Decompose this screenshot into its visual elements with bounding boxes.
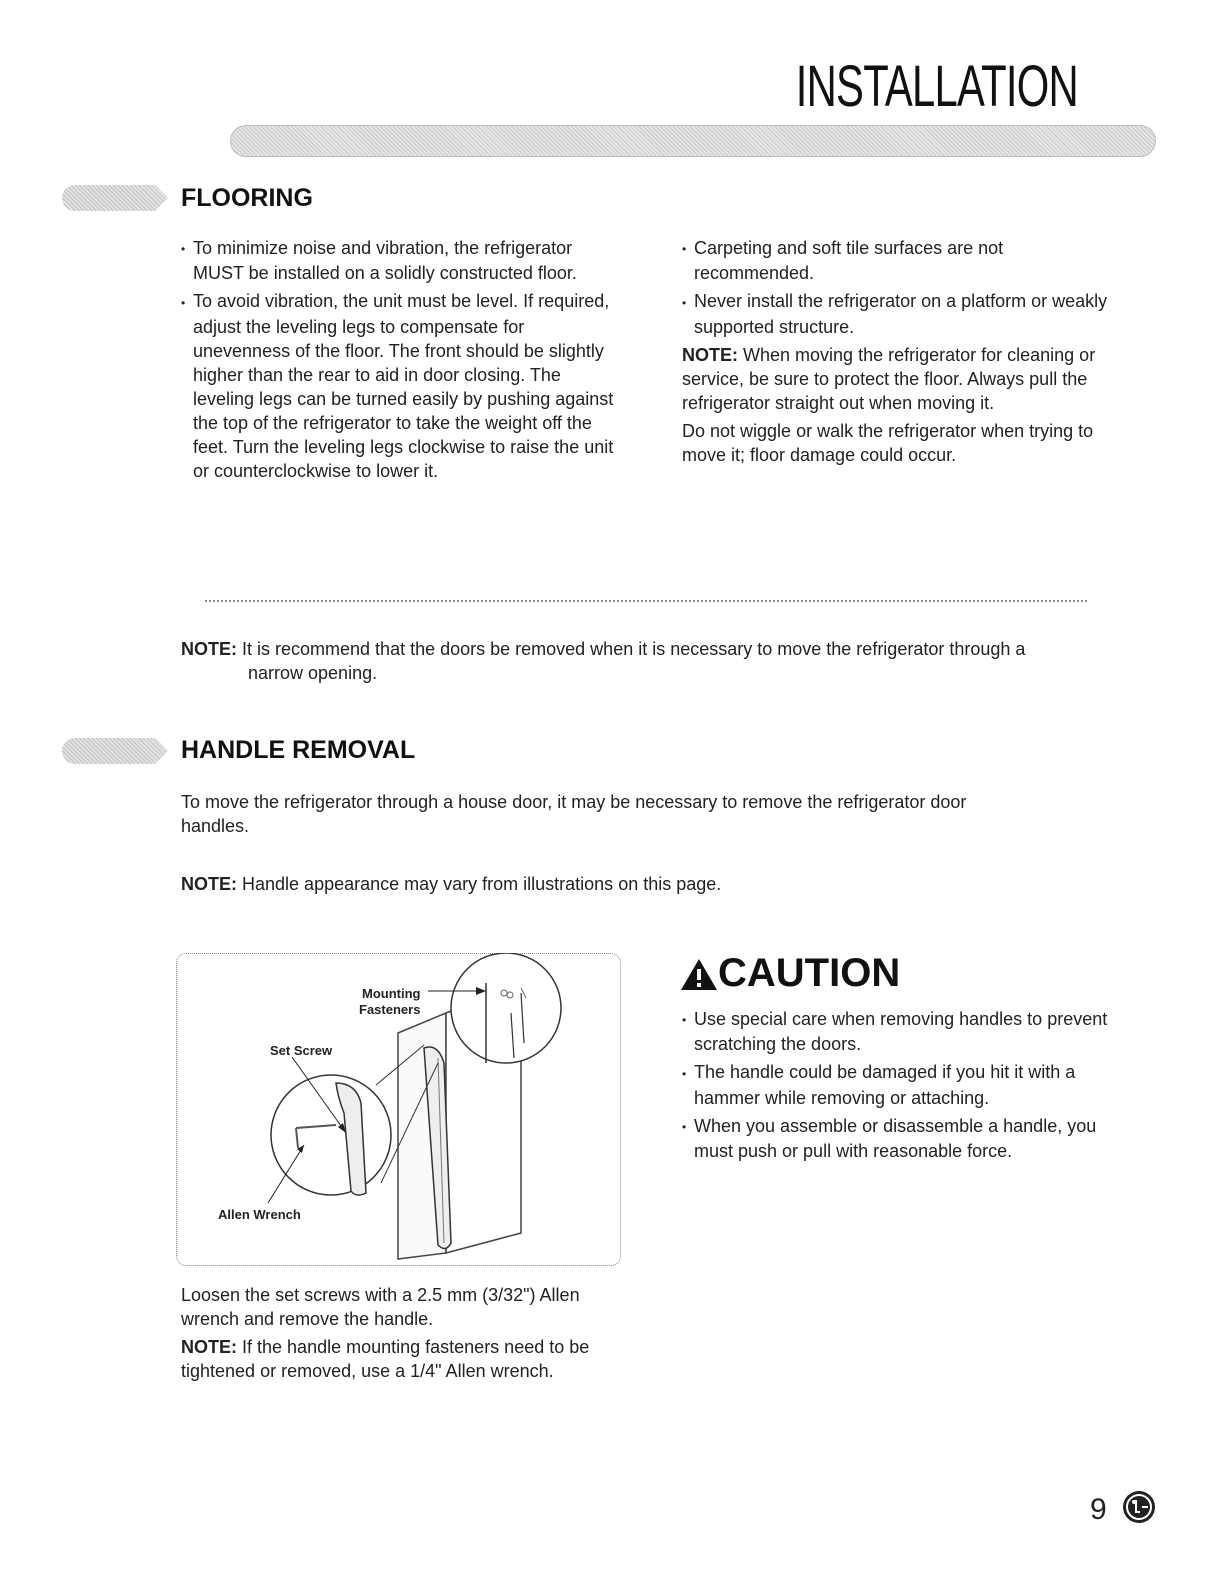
note-label: NOTE: bbox=[682, 344, 738, 365]
note-label: NOTE: bbox=[181, 639, 237, 659]
caution-title: CAUTION bbox=[718, 951, 901, 995]
note-label: NOTE: bbox=[181, 1337, 237, 1357]
figure-label-set-screw: Set Screw bbox=[270, 1043, 333, 1058]
flooring-note bbox=[682, 343, 1122, 415]
figure-label-mounting: Mounting bbox=[362, 986, 421, 1001]
header-decorative-bar bbox=[230, 125, 1156, 157]
flooring-extra-text: Do not wiggle or walk the refrigerator when trying to move it; floor damage could occur. bbox=[682, 420, 1094, 465]
figure-label-fasteners: Fasteners bbox=[359, 1002, 421, 1017]
note-text: Handle appearance may vary from illustrations on this page. bbox=[242, 874, 722, 894]
caution-bullet: • When you assemble or disassemble a handle, you must push or pull with reasonable force. bbox=[682, 1114, 1122, 1163]
page-number: 9 bbox=[1090, 1493, 1107, 1526]
section-title-flooring: FLOORING bbox=[181, 184, 313, 212]
caption-text: Loosen the set screws with a 2.5 mm (3/32") Allen wrench and remove the handle. bbox=[181, 1285, 580, 1329]
note-text: When moving the refrigerator for cleaning or service, be sure to protect the floor. Always pull the refrigerator straight out when moving it. bbox=[682, 344, 1096, 413]
section-title-handle-removal: HANDLE REMOVAL bbox=[181, 736, 416, 764]
section-marker bbox=[62, 738, 168, 764]
caption-note bbox=[181, 1335, 631, 1383]
section-marker bbox=[62, 185, 168, 211]
flooring-bullet: • To avoid vibration, the unit must be level. If required, adjust the leveling legs to compensate for unevenness of the floor. The front should be slightly higher than the rear to aid in door closing. The leveling legs can be turned easily by pushing against the top of the refrigerator to take the weight off the feet. Turn the leveling legs clockwise to raise the unit or counterclockwise to lower it. bbox=[181, 289, 626, 482]
flooring-bullet: • Never install the refrigerator on a platform or weakly supported structure. bbox=[682, 289, 1122, 338]
caution-list bbox=[682, 1007, 1122, 1167]
flooring-left-column bbox=[181, 236, 626, 487]
caution-heading bbox=[680, 951, 900, 996]
handle-removal-note bbox=[181, 872, 1011, 896]
page-header-title: INSTALLATION bbox=[795, 54, 1078, 119]
flooring-right-column bbox=[682, 236, 1122, 467]
caution-bullet: • The handle could be damaged if you hit it with a hammer while removing or attaching. bbox=[682, 1060, 1122, 1109]
divider bbox=[205, 600, 1087, 602]
flooring-bullet: • To minimize noise and vibration, the refrigerator MUST be installed on a solidly constructed floor. bbox=[181, 236, 626, 285]
figure-caption bbox=[181, 1283, 631, 1383]
figure-label-allen-wrench: Allen Wrench bbox=[218, 1207, 301, 1222]
handle-removal-intro: To move the refrigerator through a house door, it may be necessary to remove the refrigerator door handles. bbox=[181, 792, 967, 836]
note-text: If the handle mounting fasteners need to be tightened or removed, use a 1/4" Allen wrench. bbox=[181, 1337, 590, 1381]
caution-bullet: • Use special care when removing handles to prevent scratching the doors. bbox=[682, 1007, 1122, 1056]
flooring-bullet: • Carpeting and soft tile surfaces are not recommended. bbox=[682, 236, 1122, 285]
note-label: NOTE: bbox=[181, 874, 237, 894]
warning-triangle-icon bbox=[680, 957, 718, 991]
lg-logo-icon bbox=[1122, 1490, 1156, 1524]
general-note bbox=[181, 637, 1141, 685]
note-text-continued: narrow opening. bbox=[248, 663, 378, 683]
note-text: It is recommend that the doors be removed when it is necessary to move the refrigerator through a bbox=[242, 639, 1026, 659]
